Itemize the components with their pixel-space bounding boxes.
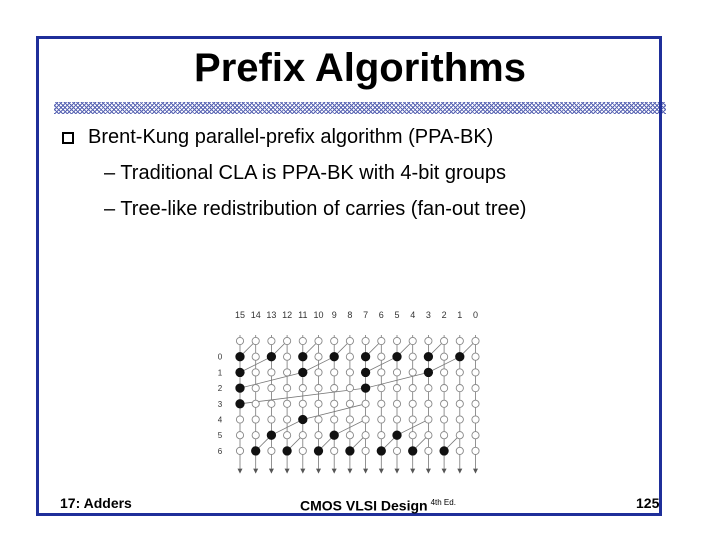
buffer-node xyxy=(425,337,432,344)
buffer-node xyxy=(315,385,322,392)
footer-edition: 4th Ed. xyxy=(430,498,456,507)
buffer-node xyxy=(346,385,353,392)
buffer-node xyxy=(425,416,432,423)
buffer-node xyxy=(299,385,306,392)
prefix-node xyxy=(283,447,291,455)
output-arrow xyxy=(379,469,384,474)
row-label: 3 xyxy=(217,399,223,409)
buffer-node xyxy=(268,337,275,344)
buffer-node xyxy=(362,447,369,454)
prefix-node xyxy=(346,447,354,455)
row-label: 5 xyxy=(217,431,223,441)
buffer-node xyxy=(425,400,432,407)
buffer-node xyxy=(378,337,385,344)
footer-chapter: 17: Adders xyxy=(60,495,132,511)
buffer-node xyxy=(331,369,338,376)
buffer-node xyxy=(378,385,385,392)
prefix-node xyxy=(393,431,401,439)
buffer-node xyxy=(268,369,275,376)
output-arrow xyxy=(300,469,305,474)
row-label: 6 xyxy=(217,446,223,456)
prefix-node xyxy=(424,353,432,361)
column-label: 3 xyxy=(425,310,431,320)
buffer-node xyxy=(393,447,400,454)
prefix-node xyxy=(299,368,307,376)
buffer-node xyxy=(346,369,353,376)
output-arrow xyxy=(253,469,258,474)
buffer-node xyxy=(252,385,259,392)
buffer-node xyxy=(378,416,385,423)
buffer-node xyxy=(284,385,291,392)
buffer-node xyxy=(315,369,322,376)
buffer-node xyxy=(441,369,448,376)
buffer-node xyxy=(362,400,369,407)
sub-bullet-2: – Tree-like redistribution of carries (fan-out tree) xyxy=(104,198,527,220)
buffer-node xyxy=(346,416,353,423)
footer-course-title: CMOS VLSI Design xyxy=(300,497,428,514)
output-arrow xyxy=(410,469,415,474)
prefix-node xyxy=(330,431,338,439)
prefix-node xyxy=(299,353,307,361)
column-label: 6 xyxy=(378,310,384,320)
buffer-node xyxy=(284,400,291,407)
column-label: 14 xyxy=(250,310,261,320)
buffer-node xyxy=(284,416,291,423)
buffer-node xyxy=(456,385,463,392)
buffer-node xyxy=(472,447,479,454)
buffer-node xyxy=(393,385,400,392)
buffer-node xyxy=(409,353,416,360)
buffer-node xyxy=(315,416,322,423)
output-arrow xyxy=(347,469,352,474)
buffer-node xyxy=(456,400,463,407)
buffer-node xyxy=(299,400,306,407)
buffer-node xyxy=(268,416,275,423)
buffer-node xyxy=(456,416,463,423)
buffer-node xyxy=(268,400,275,407)
output-arrow xyxy=(442,469,447,474)
buffer-node xyxy=(409,416,416,423)
buffer-node xyxy=(409,337,416,344)
buffer-node xyxy=(362,337,369,344)
prefix-node xyxy=(361,353,369,361)
buffer-node xyxy=(236,416,243,423)
buffer-node xyxy=(441,337,448,344)
buffer-node xyxy=(472,385,479,392)
output-arrow xyxy=(332,469,337,474)
buffer-node xyxy=(252,353,259,360)
buffer-node xyxy=(236,432,243,439)
prefix-node xyxy=(236,400,244,408)
buffer-node xyxy=(472,416,479,423)
buffer-node xyxy=(378,400,385,407)
footer-course xyxy=(300,494,456,515)
buffer-node xyxy=(362,416,369,423)
buffer-node xyxy=(456,432,463,439)
buffer-node xyxy=(346,337,353,344)
column-label: 7 xyxy=(363,310,369,320)
buffer-node xyxy=(284,353,291,360)
row-label: 1 xyxy=(217,368,223,378)
buffer-node xyxy=(409,369,416,376)
column-label: 10 xyxy=(313,310,324,320)
buffer-node xyxy=(331,337,338,344)
output-arrow xyxy=(426,469,431,474)
buffer-node xyxy=(409,432,416,439)
row-label: 0 xyxy=(217,352,223,362)
output-arrow xyxy=(395,469,400,474)
buffer-node xyxy=(252,337,259,344)
prefix-node xyxy=(236,353,244,361)
column-label: 15 xyxy=(234,310,246,320)
footer-page-number: 125 xyxy=(636,495,660,511)
buffer-node xyxy=(441,416,448,423)
buffer-node xyxy=(299,432,306,439)
column-label: 8 xyxy=(347,310,353,320)
prefix-node xyxy=(267,431,275,439)
buffer-node xyxy=(268,447,275,454)
buffer-node xyxy=(472,337,479,344)
buffer-node xyxy=(346,400,353,407)
buffer-node xyxy=(299,447,306,454)
column-label: 12 xyxy=(282,310,293,320)
column-label: 4 xyxy=(410,310,416,320)
buffer-node xyxy=(346,353,353,360)
buffer-node xyxy=(268,385,275,392)
row-label: 4 xyxy=(217,415,223,425)
buffer-node xyxy=(378,353,385,360)
column-label: 9 xyxy=(331,310,337,320)
buffer-node xyxy=(315,432,322,439)
buffer-node xyxy=(425,432,432,439)
buffer-node xyxy=(331,400,338,407)
buffer-node xyxy=(362,432,369,439)
buffer-node xyxy=(315,337,322,344)
prefix-node xyxy=(440,447,448,455)
output-arrow xyxy=(363,469,368,474)
row-label: 2 xyxy=(217,384,223,394)
buffer-node xyxy=(441,385,448,392)
prefix-node xyxy=(361,368,369,376)
buffer-node xyxy=(472,432,479,439)
buffer-node xyxy=(252,432,259,439)
buffer-node xyxy=(456,369,463,376)
buffer-node xyxy=(393,369,400,376)
output-arrow xyxy=(285,469,290,474)
buffer-node xyxy=(284,432,291,439)
buffer-node xyxy=(331,447,338,454)
output-arrow xyxy=(457,469,462,474)
buffer-node xyxy=(456,337,463,344)
buffer-node xyxy=(393,337,400,344)
prefix-node xyxy=(330,353,338,361)
buffer-node xyxy=(331,416,338,423)
prefix-node xyxy=(377,447,385,455)
output-arrow xyxy=(473,469,478,474)
prefix-node xyxy=(236,368,244,376)
buffer-node xyxy=(236,337,243,344)
buffer-node xyxy=(425,385,432,392)
column-label: 11 xyxy=(298,310,308,320)
buffer-node xyxy=(252,416,259,423)
buffer-node xyxy=(456,447,463,454)
buffer-node xyxy=(425,447,432,454)
buffer-node xyxy=(409,400,416,407)
prefix-node xyxy=(361,384,369,392)
buffer-node xyxy=(299,337,306,344)
buffer-node xyxy=(252,400,259,407)
column-label: 2 xyxy=(441,310,447,320)
buffer-node xyxy=(236,447,243,454)
column-label: 1 xyxy=(457,310,463,320)
column-label: 5 xyxy=(394,310,400,320)
prefix-node xyxy=(267,353,275,361)
buffer-node xyxy=(472,369,479,376)
buffer-node xyxy=(331,385,338,392)
prefix-node xyxy=(456,353,464,361)
output-arrow xyxy=(269,469,274,474)
bullet-text: Brent-Kung parallel-prefix algorithm (PPA-BK) xyxy=(88,126,494,148)
column-label: 13 xyxy=(266,310,277,320)
prefix-node xyxy=(252,447,260,455)
buffer-node xyxy=(315,400,322,407)
prefix-node xyxy=(314,447,322,455)
buffer-node xyxy=(409,385,416,392)
buffer-node xyxy=(441,353,448,360)
output-arrow xyxy=(316,469,321,474)
buffer-node xyxy=(378,432,385,439)
column-label: 0 xyxy=(472,310,479,320)
buffer-node xyxy=(284,369,291,376)
buffer-node xyxy=(378,369,385,376)
prefix-node xyxy=(393,353,401,361)
buffer-node xyxy=(284,337,291,344)
buffer-node xyxy=(252,369,259,376)
prefix-node xyxy=(299,415,307,423)
sub-bullet-1: – Traditional CLA is PPA-BK with 4-bit groups xyxy=(104,162,507,184)
output-arrow xyxy=(238,469,243,474)
buffer-node xyxy=(346,432,353,439)
prefix-node xyxy=(236,384,244,392)
prefix-node xyxy=(409,447,417,455)
buffer-node xyxy=(441,400,448,407)
slide-title: Prefix Algorithms xyxy=(194,46,526,90)
buffer-node xyxy=(472,400,479,407)
buffer-node xyxy=(315,353,322,360)
buffer-node xyxy=(393,400,400,407)
prefix-node xyxy=(424,368,432,376)
buffer-node xyxy=(472,353,479,360)
buffer-node xyxy=(441,432,448,439)
buffer-node xyxy=(393,416,400,423)
